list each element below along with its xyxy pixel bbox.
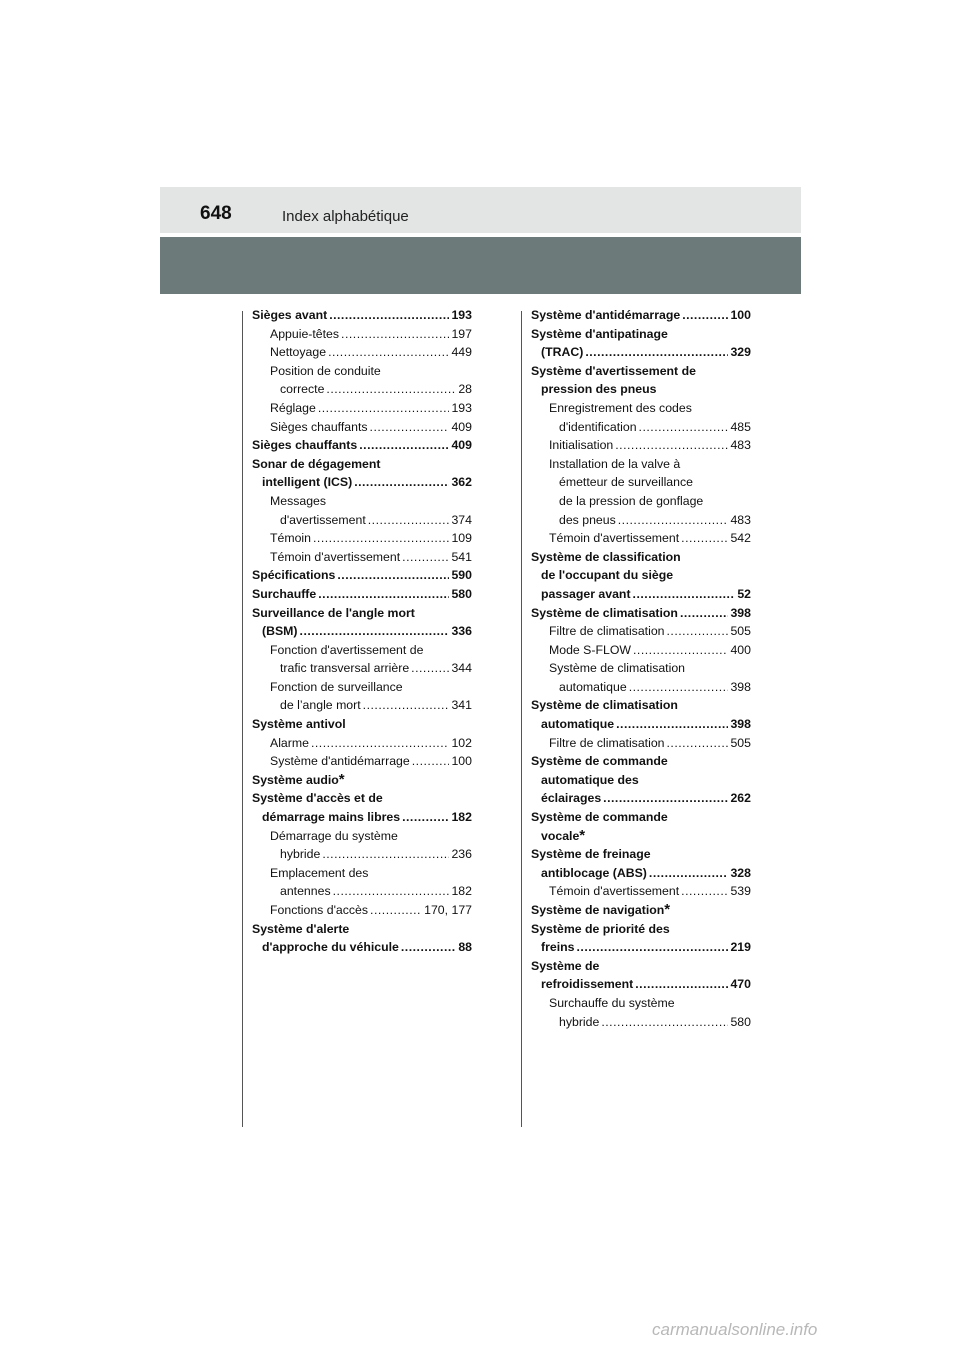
index-entry [531,696,751,733]
index-line [531,864,751,883]
index-subentry [252,529,472,548]
index-column-right [531,306,751,1031]
index-term: refroidissement [541,977,634,992]
index-term: Surchauffe [252,586,317,601]
index-term: Mode S-FLOW [549,642,631,657]
index-line: vocale * [541,826,586,844]
leader-dots [318,585,449,604]
index-term: Système de climatisation [531,698,678,713]
index-term: Nettoyage [270,345,327,360]
index-term: Appuie-têtes [270,326,340,341]
index-line [531,306,751,325]
index-term: Système de [531,958,600,973]
index-line [531,938,751,957]
index-term: Position de conduite [270,363,381,378]
index-line [531,734,751,753]
page-reference: 580 [451,586,472,601]
index-line [531,752,751,771]
index-line [252,901,472,920]
leader-dots [585,343,728,362]
index-line [531,659,751,678]
leader-dots [616,715,728,734]
leader-dots [633,641,728,660]
index-line [252,734,472,753]
index-entry [252,920,472,957]
index-subentry [252,343,472,362]
index-line [252,511,472,530]
leader-dots [412,752,450,771]
index-line [252,808,472,827]
page-reference: 341 [451,698,472,713]
index-term: Spécifications [252,568,336,583]
index-term: Système d'antidémarrage [531,308,681,322]
index-term: Témoin [270,531,312,546]
index-term: hybride [280,847,321,862]
index-term: Fonctions d'accès [270,903,369,917]
index-line [252,789,472,808]
index-line [531,771,751,790]
index-entry [531,901,751,920]
index-line [252,306,472,325]
index-term: Système de climatisation [549,661,686,676]
index-term: Système audio [252,772,339,787]
page-reference: 505 [730,624,751,639]
leader-dots [363,696,450,715]
index-line [531,529,751,548]
page-number: 648 [200,203,232,224]
index-term: d'identification [559,419,637,434]
column-rule-left [242,311,243,1127]
index-line [252,492,472,511]
leader-dots [635,975,728,994]
page-reference: 398 [730,679,751,694]
page-reference: 193 [451,308,472,322]
index-term: Surveillance de l'angle mort [252,605,415,620]
leader-dots [354,473,449,492]
index-term: Témoin d'avertissement [270,549,401,564]
index-line [252,455,472,474]
index-subentry [252,492,472,529]
index-line [252,882,472,901]
index-line [252,548,472,567]
index-line [252,659,472,678]
page-reference: 100 [451,754,472,769]
index-line [531,604,751,623]
index-term: Système d'accès et de [252,791,383,806]
leader-dots [577,938,729,957]
index-line [531,492,751,511]
index-line [252,920,472,939]
leader-dots [601,1013,728,1032]
index-line [252,362,472,381]
index-line [252,473,472,492]
index-term: hybride [559,1014,600,1029]
index-subentry [252,399,472,418]
page-reference: 400 [730,642,751,657]
index-term: Système de commande [531,810,668,825]
index-line [252,641,472,660]
leader-dots [313,529,449,548]
index-line [531,882,751,901]
index-line [531,622,751,641]
leader-dots [359,436,449,455]
index-term: Système antivol [252,717,346,732]
index-term: émetteur de surveillance [559,475,693,490]
index-line [252,566,472,585]
index-subentry [531,436,751,455]
index-term: Filtre de climatisation [549,624,665,639]
index-subentry [531,399,751,436]
leader-dots [667,622,729,641]
leader-dots [681,882,728,901]
index-term: Témoin d'avertissement [549,531,680,546]
index-column-left [252,306,472,957]
section-title: Index alphabétique [282,208,409,225]
index-subentry [252,678,472,715]
index-subentry [252,827,472,864]
index-term: Système de priorité des [531,921,670,936]
index-line [531,455,751,474]
page-reference: 28 [458,382,472,397]
leader-dots [368,511,450,530]
leader-dots [318,399,450,418]
index-term: Fonction d'avertissement de [270,642,424,657]
index-line [252,436,472,455]
index-term: (BSM) [262,624,298,639]
index-line [531,343,751,362]
index-line [531,380,751,399]
index-line: Système audio * [252,770,345,788]
index-line [252,325,472,344]
index-term: intelligent (ICS) [262,475,353,490]
index-term: Système de classification [531,549,681,564]
index-term: Alarme [270,735,309,750]
index-entry [531,325,751,362]
header-band [160,187,801,233]
index-subentry [252,752,472,771]
index-subentry [252,362,472,399]
index-term: automatique des [541,772,639,787]
index-subentry [531,734,751,753]
index-term: de l’angle mort [280,698,361,713]
index-subentry [252,418,472,437]
index-entry [252,715,472,734]
leader-dots [337,566,449,585]
index-line [531,789,751,808]
index-entry [252,306,472,325]
leader-dots [603,789,728,808]
page-reference: 193 [451,400,472,415]
index-line [531,325,751,344]
index-entry [531,808,751,845]
index-term: Surchauffe du système [549,995,675,1010]
page-reference: 336 [451,624,472,639]
index-line [252,864,472,883]
page-reference: 409 [451,438,472,453]
index-term: Démarrage du système [270,828,398,843]
watermark: carmanualsonline.info [652,1320,818,1339]
page-reference: 182 [451,884,472,899]
index-term: Enregistrement des codes [549,400,692,415]
index-term: Sièges chauffants [252,438,358,453]
leader-dots [633,585,736,604]
index-line [531,994,751,1013]
index-term: des pneus [559,512,616,527]
leader-dots [370,418,450,437]
page-reference: 374 [451,512,472,527]
index-subentry [531,641,751,660]
index-subentry [531,455,751,529]
index-entry [252,604,472,641]
page-reference: 409 [451,419,472,434]
index-subentry [252,325,472,344]
index-term: Système d'alerte [252,921,350,936]
index-subentry [252,734,472,753]
index-term: Sonar de dégagement [252,456,381,471]
index-entry [531,306,751,325]
page-reference: 505 [730,735,751,750]
index-term: Témoin d'avertissement [549,884,680,899]
leader-dots [402,808,449,827]
page-reference: 329 [730,345,751,360]
page-reference: 362 [451,475,472,490]
index-subentry [531,882,751,901]
index-line [531,566,751,585]
leader-dots [370,901,422,920]
index-term: Système d'antidémarrage [270,754,410,769]
index-entry [252,436,472,455]
index-line [531,473,751,492]
page-reference: 344 [451,661,472,676]
index-line [252,845,472,864]
page-reference: 52 [737,586,751,601]
index-line [252,399,472,418]
leader-dots [300,622,450,641]
index-term: passager avant [541,586,631,601]
index-line [531,696,751,715]
index-entry [531,548,751,604]
leader-dots [411,659,449,678]
index-entry [252,566,472,585]
index-line [252,715,472,734]
index-line [531,808,751,827]
index-line [531,845,751,864]
index-term: d'avertissement [280,512,366,527]
index-line [531,548,751,567]
index-term: Emplacement des [270,865,369,880]
page-reference: 328 [730,865,751,880]
leader-dots [326,380,456,399]
page-reference: 262 [730,791,751,806]
index-subentry [531,529,751,548]
index-line [531,678,751,697]
leader-dots [615,436,728,455]
index-line [531,1013,751,1032]
index-line [252,604,472,623]
index-term: automatique [541,717,615,732]
page-reference: 109 [451,531,472,546]
index-line [252,827,472,846]
index-line [531,418,751,437]
leader-dots [680,604,729,623]
index-term: Sièges avant [252,308,328,322]
leader-dots [401,938,456,957]
index-term: Système d'antipatinage [531,326,668,341]
page-reference: 580 [730,1014,751,1029]
page-reference: 219 [730,940,751,955]
index-entry [531,957,751,994]
index-subentry [531,622,751,641]
leader-dots [311,734,450,753]
page-reference: 88 [458,940,472,955]
page-reference: 590 [451,568,472,583]
index-term: freins [541,940,575,955]
index-term: Filtre de climatisation [549,735,665,750]
page-reference: 541 [451,549,472,564]
leader-dots [329,306,449,325]
index-entry [531,920,751,957]
index-subentry [531,659,751,696]
index-term: trafic transversal arrière [280,661,410,676]
index-subentry [252,641,472,678]
leader-dots [402,548,449,567]
index-entry [252,455,472,492]
index-line [531,641,751,660]
page-reference: 539 [730,884,751,899]
index-line [531,585,751,604]
header-bar [160,237,801,294]
page-reference: 483 [730,512,751,527]
page-reference: 100 [730,308,751,322]
index-term: de l'occupant du siège [541,568,674,583]
index-term: antiblocage (ABS) [541,865,647,880]
index-line [252,622,472,641]
page-reference: 398 [730,605,751,620]
index-line [252,678,472,697]
index-entry [531,752,751,808]
index-term: Système de climatisation [531,605,678,620]
page-reference: 102 [451,735,472,750]
leader-dots [639,418,729,437]
leader-dots [328,343,449,362]
index-entry [531,362,751,399]
index-line [252,380,472,399]
index-term: antennes [280,884,331,899]
index-term: correcte [280,382,325,397]
page-reference: 398 [730,717,751,732]
page-reference: 542 [730,531,751,546]
page-reference: 236 [451,847,472,862]
index-term: Initialisation [549,438,614,453]
index-term: (TRAC) [541,345,584,360]
index-term: Messages [270,493,327,508]
page-reference: 449 [451,345,472,360]
leader-dots [649,864,729,883]
leader-dots [618,511,729,530]
index-term: Système de freinage [531,847,651,862]
page-reference: 470 [730,977,751,992]
index-entry [531,845,751,882]
index-entry [252,789,472,826]
index-line [252,418,472,437]
index-subentry [252,548,472,567]
index-line [531,511,751,530]
page-reference: 483 [730,438,751,453]
index-term: Fonction de surveillance [270,679,403,694]
column-rule-right [521,311,522,1127]
index-term: démarrage mains libres [262,810,401,825]
index-entry [531,604,751,623]
index-term: Système de commande [531,754,668,769]
index-term: d'approche du véhicule [262,940,399,955]
index-line [531,399,751,418]
index-line [252,585,472,604]
index-term: Réglage [270,400,316,415]
page-reference: 485 [730,419,751,434]
index-line [252,343,472,362]
index-line [252,752,472,771]
index-entry [252,771,472,790]
leader-dots [681,529,728,548]
index-term: de la pression de gonflage [559,493,704,508]
index-term: Système de navigation [531,903,665,917]
leader-dots [629,678,729,697]
leader-dots [682,306,728,325]
index-term: Système d'avertissement de [531,363,696,378]
index-subentry [531,994,751,1031]
leader-dots [667,734,729,753]
page-reference: 182 [451,810,472,825]
index-line [531,957,751,976]
leader-dots [341,325,449,344]
index-entry [252,585,472,604]
index-term: automatique [559,679,627,694]
index-term: éclairages [541,791,602,806]
leader-dots [333,882,450,901]
index-term: Installation de la valve à [549,456,681,471]
index-line [531,436,751,455]
index-line [252,938,472,957]
index-subentry [252,901,472,920]
page-reference: 197 [451,326,472,341]
index-line [531,362,751,381]
index-line: Système de navigation * [531,901,671,918]
index-line [531,715,751,734]
index-term: vocale [541,828,580,843]
index-line [531,920,751,939]
index-line [531,975,751,994]
index-term: pression des pneus [541,382,657,397]
index-line [252,696,472,715]
index-term: Sièges chauffants [270,419,368,434]
index-subentry [252,864,472,901]
leader-dots [322,845,449,864]
index-line [252,529,472,548]
page-reference: 170, 177 [424,903,472,917]
